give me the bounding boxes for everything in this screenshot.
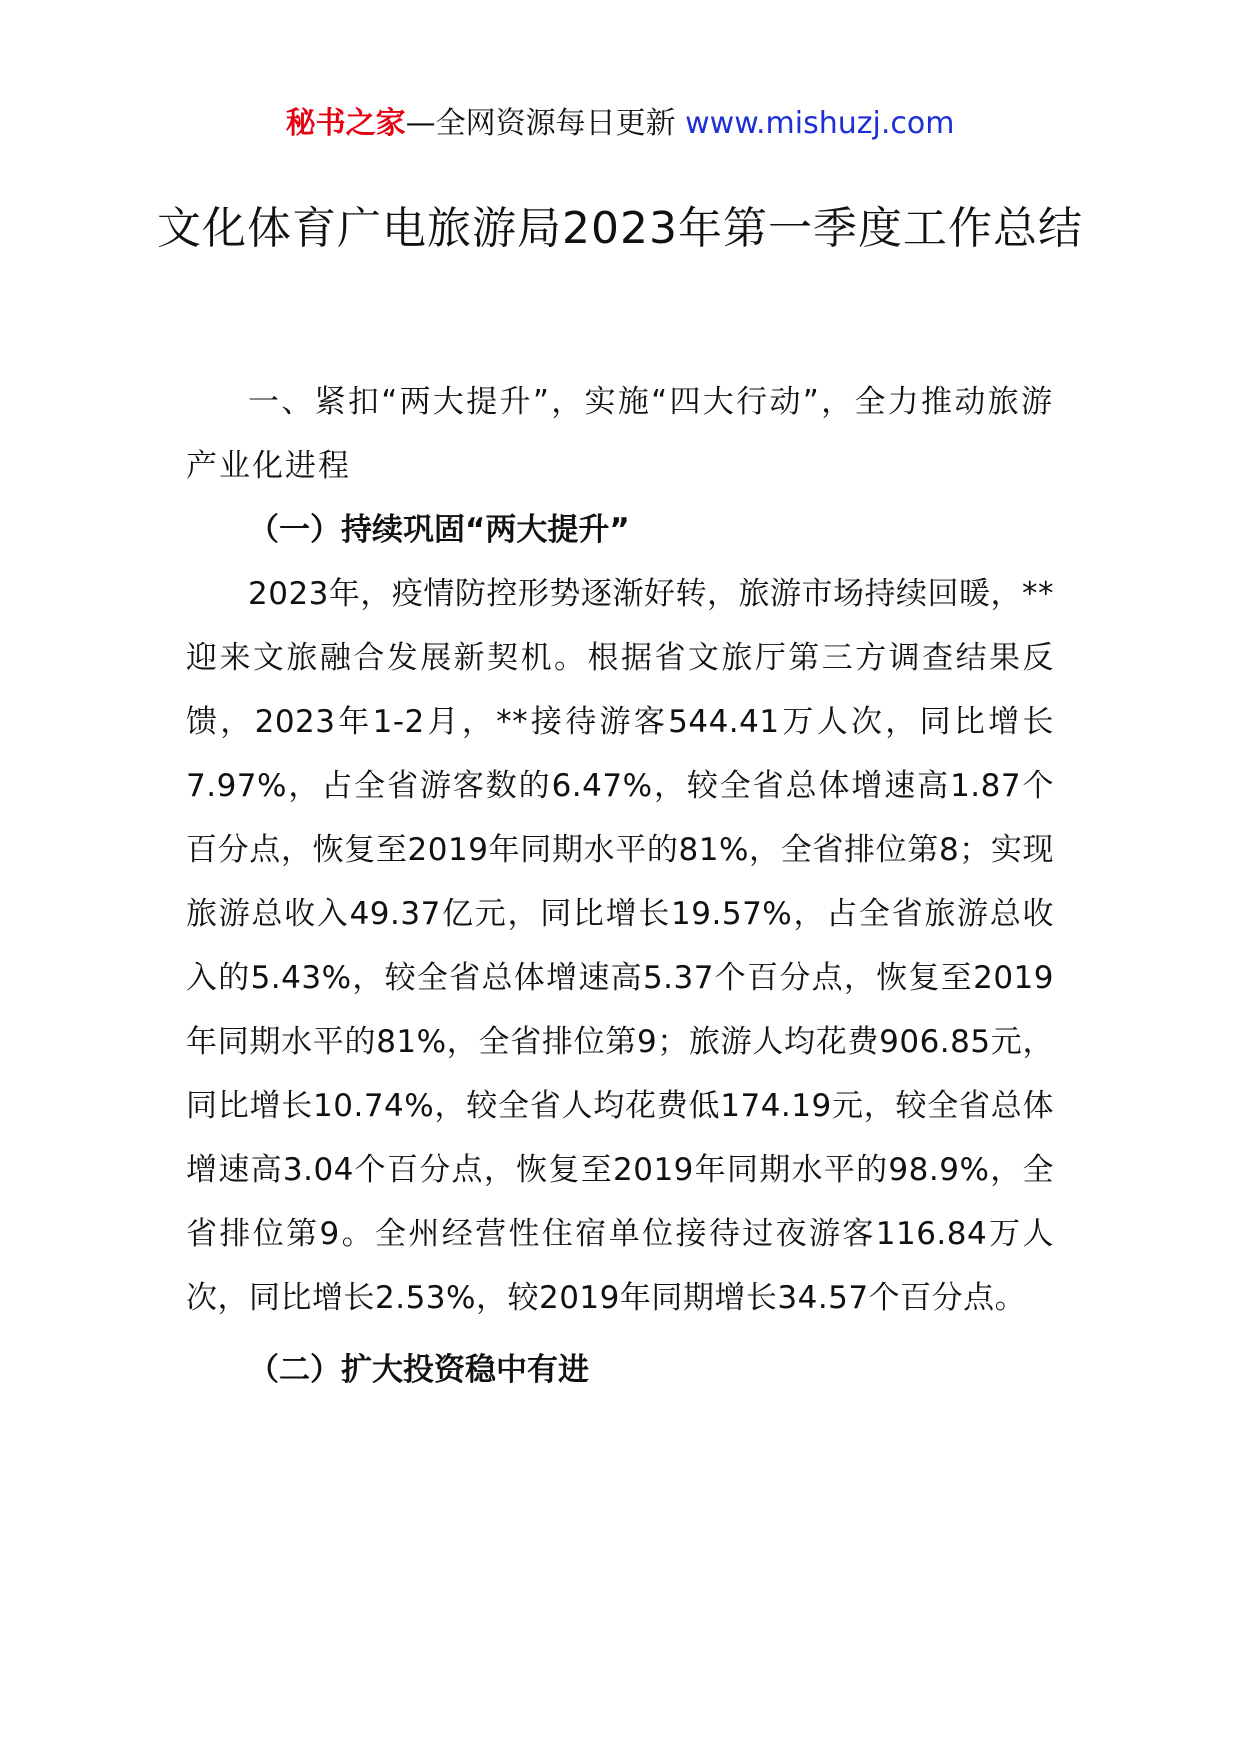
- site-slogan: —全网资源每日更新: [405, 106, 676, 141]
- subsection-heading-1: （一）持续巩固“两大提升”: [248, 512, 630, 548]
- site-url-link[interactable]: www.mishuzj.com: [685, 106, 955, 141]
- subsection-heading-2: （二）扩大投资稳中有进: [248, 1352, 589, 1388]
- body-paragraph: 2023年，疫情防控形势逐渐好转，旅游市场持续回暖，**迎来文旅融合发展新契机。根据省文旅厅第三方调查结果反馈，2023年1-2月，**接待游客544.41万人次，同比增长7.97%，占全省游客数的6.47%，较全省总体增速高1.87个百分点，恢复至2019年同期水平的81%，全省排位第8；实现旅游总收入49.37亿元，同比增长19.57%，占全省旅游总收入的5.43%，较全省总体增速高5.37个百分点，恢复至2019年同期水平的81%，全省排位第9；旅游人均花费906.85元，同比增长10.74%，较全省人均花费低174.19元，较全省总体增速高3.04个百分点，恢复至2019年同期水平的98.9%，全省排位第9。全州经营性住宿单位接待过夜游客116.84万人次，同比增长2.53%，较2019年同期增长34.57个百分点。: [186, 576, 1054, 1316]
- section-heading-1: 一、紧扣“两大提升”，实施“四大行动”，全力推动旅游产业化进程: [186, 384, 1054, 484]
- document-body: [186, 370, 1054, 1402]
- document-title: 文化体育广电旅游局2023年第一季度工作总结: [157, 203, 1083, 254]
- site-brand: 秘书之家: [285, 106, 406, 141]
- site-header: [0, 104, 1240, 144]
